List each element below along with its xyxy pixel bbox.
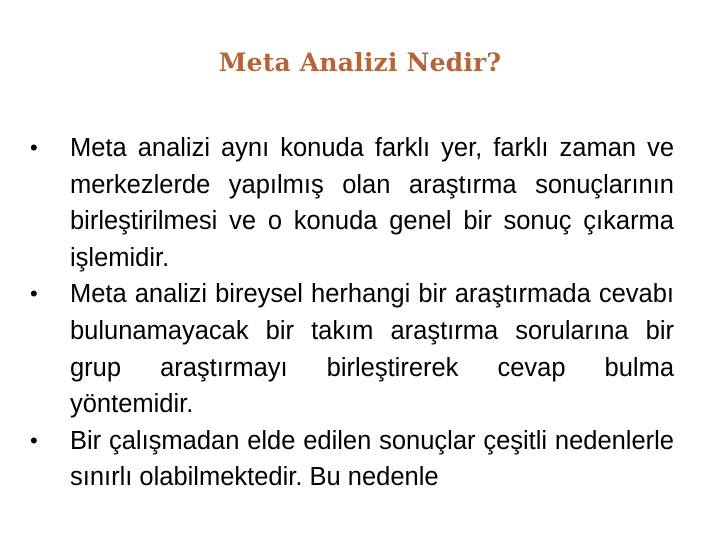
bullet-item xyxy=(30,276,674,422)
slide-title: Meta Analizi Nedir? xyxy=(218,48,502,77)
bullet-text: Bir çalışmadan elde edilen sonuçlar çeşitli nedenlerle sınırlı olabilmektedir. Bu nedenle xyxy=(70,426,674,492)
bullet-icon: • xyxy=(30,281,38,307)
bullet-item xyxy=(30,130,674,276)
bullet-text: Meta analizi aynı konuda farklı yer, farklı zaman ve merkezlerde yapılmış olan araştırma sonuçlarının birleştirilmesi ve o konuda genel bir sonuç çıkarma işlemidir. xyxy=(70,134,674,272)
bullet-item xyxy=(30,423,674,496)
bullet-icon: • xyxy=(30,135,38,160)
bullet-list xyxy=(30,130,674,496)
bullet-text: Meta analizi bireysel herhangi bir araştırmada cevabı bulunamayacak bir takım araştırma sorularına bir grup araştırmayı birleştirerek cevap bulma yöntemidir. xyxy=(70,280,674,419)
bullet-icon: • xyxy=(30,427,38,453)
